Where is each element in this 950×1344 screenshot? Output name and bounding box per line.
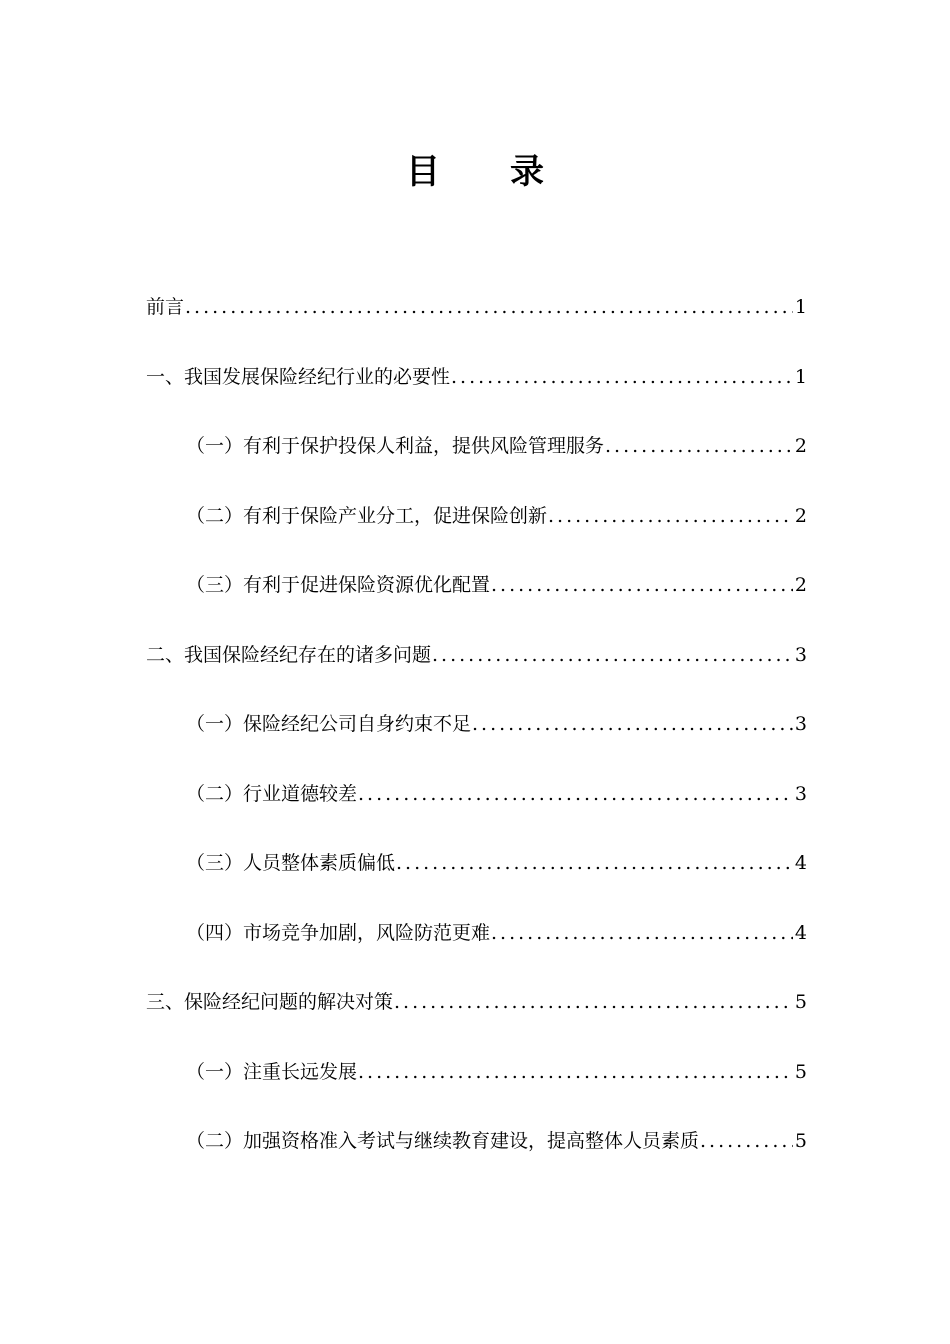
toc-leader-dots <box>358 1049 793 1095</box>
toc-entry-title: （二）行业道德较差 <box>186 782 358 805</box>
toc-leader-dots <box>451 354 793 400</box>
toc-page-number: 2 <box>794 504 807 527</box>
toc-page-number: 3 <box>794 782 807 805</box>
page-title-char-1: 目 <box>406 152 440 192</box>
toc-entry-title: （二）有利于保险产业分工，促进保险创新 <box>186 504 548 527</box>
toc-entry[interactable] <box>146 979 807 1049</box>
toc-entry[interactable] <box>146 354 807 424</box>
toc-entry[interactable] <box>146 493 807 563</box>
toc-entry-title: 前言 <box>146 296 185 318</box>
toc-leader-dots <box>605 423 793 469</box>
toc-entry-title: （一）注重长远发展 <box>186 1060 358 1083</box>
toc-entry[interactable] <box>146 1118 807 1188</box>
toc-leader-dots <box>358 771 793 817</box>
toc-entry-title: （三）人员整体素质偏低 <box>186 852 396 874</box>
toc-entry[interactable] <box>146 840 807 910</box>
toc-entry-title: （四）市场竞争加剧，风险防范更难 <box>186 921 491 944</box>
toc-leader-dots <box>491 910 793 956</box>
toc-entry[interactable] <box>146 284 807 354</box>
toc-leader-dots <box>432 632 793 678</box>
toc-leader-dots <box>491 562 793 608</box>
page-title <box>0 146 950 198</box>
toc-page-number: 5 <box>794 1060 807 1083</box>
toc-entry-title: （三）有利于促进保险资源优化配置 <box>186 574 491 596</box>
toc-entry[interactable] <box>146 771 807 841</box>
toc-entry[interactable] <box>146 1049 807 1119</box>
toc-entry[interactable] <box>146 632 807 702</box>
toc-leader-dots <box>700 1118 793 1164</box>
toc-entry-title: （二）加强资格准入考试与继续教育建设，提高整体人员素质 <box>186 1130 700 1152</box>
toc-page-number: 2 <box>794 574 807 596</box>
toc-leader-dots <box>472 701 793 747</box>
toc-leader-dots <box>394 979 793 1025</box>
toc-leader-dots <box>185 284 793 330</box>
toc-entry-title: （一）保险经纪公司自身约束不足 <box>186 713 472 735</box>
toc-leader-dots <box>396 840 793 886</box>
page-title-char-2: 录 <box>510 152 544 192</box>
toc-page-number: 1 <box>794 296 807 318</box>
toc-entry-title: 一、我国发展保险经纪行业的必要性 <box>146 365 451 388</box>
toc-page-number: 4 <box>794 852 807 874</box>
toc-entry[interactable] <box>146 423 807 493</box>
toc-page-number: 5 <box>794 991 807 1013</box>
table-of-contents <box>146 284 807 1188</box>
toc-entry[interactable] <box>146 562 807 632</box>
toc-page-number: 1 <box>794 365 807 388</box>
toc-entry-title: （一）有利于保护投保人利益，提供风险管理服务 <box>186 435 605 457</box>
toc-page-number: 4 <box>794 921 807 944</box>
toc-entry[interactable] <box>146 910 807 980</box>
toc-page-number: 2 <box>794 435 807 457</box>
toc-leader-dots <box>548 493 793 539</box>
toc-entry-title: 三、保险经纪问题的解决对策 <box>146 991 394 1013</box>
toc-page-number: 3 <box>794 643 807 666</box>
toc-entry-title: 二、我国保险经纪存在的诸多问题 <box>146 643 432 666</box>
toc-page-number: 3 <box>794 713 807 735</box>
toc-page-number: 5 <box>794 1130 807 1152</box>
toc-entry[interactable] <box>146 701 807 771</box>
